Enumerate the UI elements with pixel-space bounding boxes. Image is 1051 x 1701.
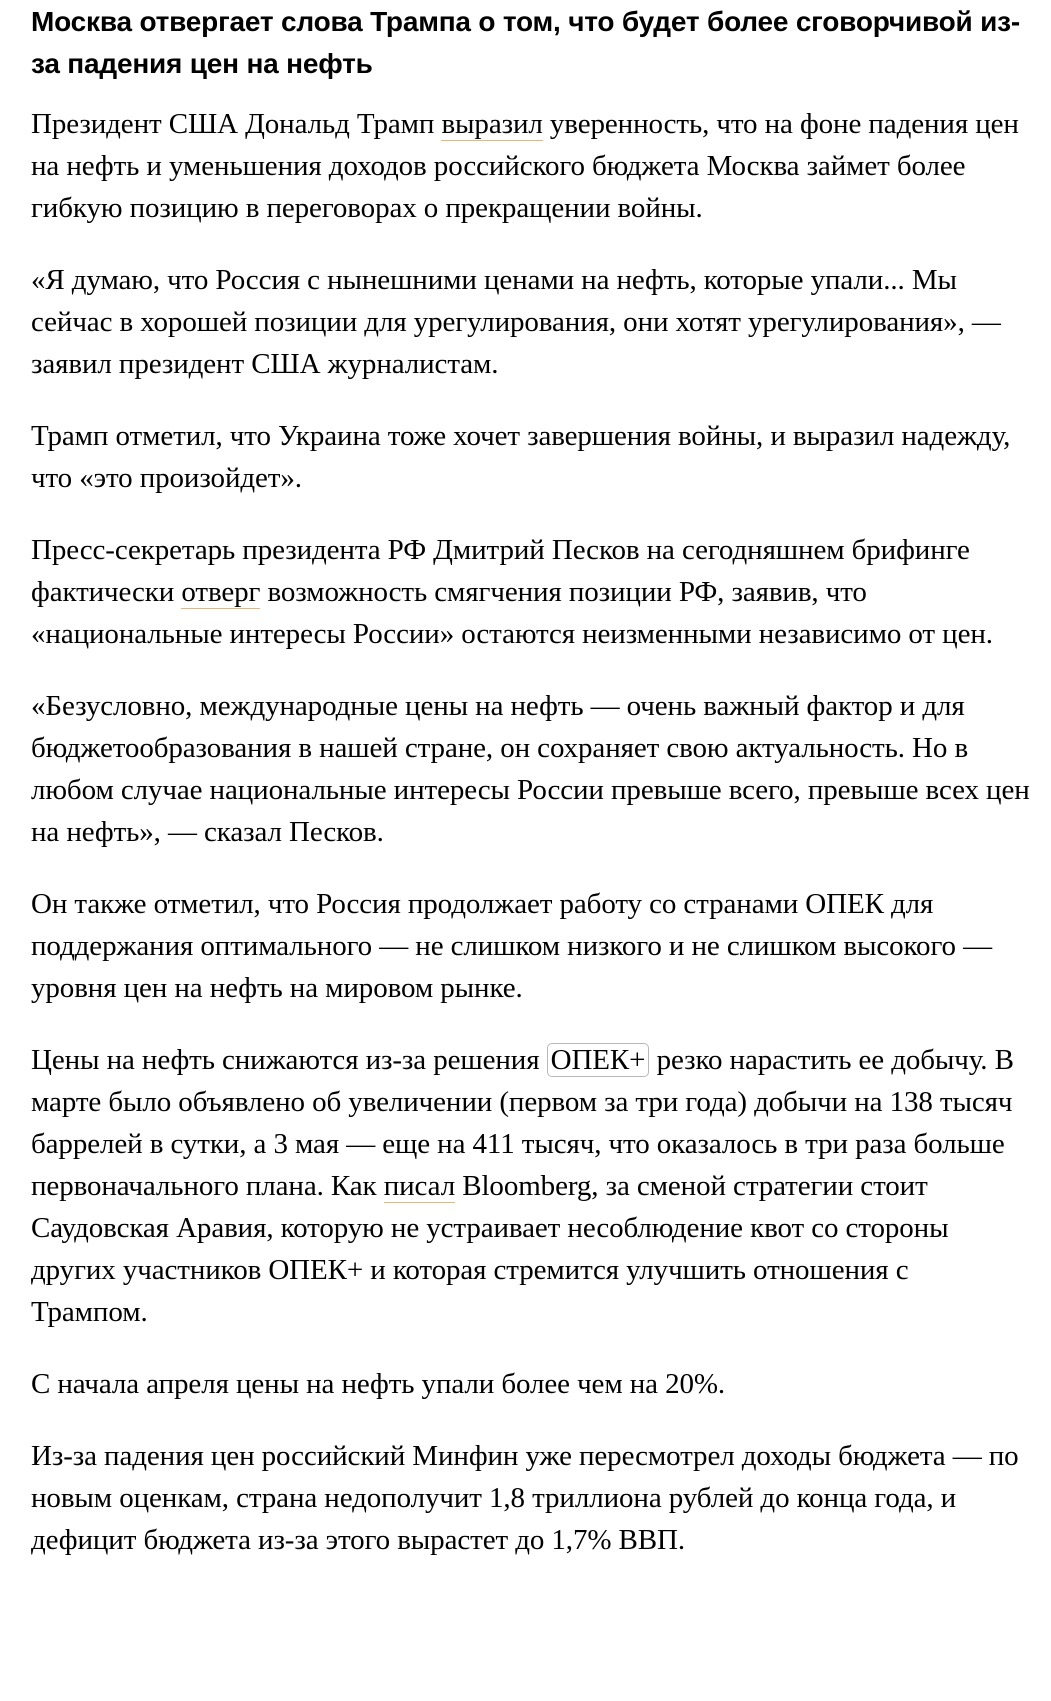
- paragraph-opec-production: [31, 1039, 1031, 1333]
- article: [31, 0, 1031, 1561]
- paragraph-text: Bloomberg, за сменой стратегии стоит Саудовская Аравия, которую не устраивает несоблюдение квот со стороны других участников ОПЕК+ и которая стремится улучшить отношения с Трампом.: [31, 1170, 949, 1328]
- paragraph-text: резко нарастить ее добычу. В марте было объявлено об увеличении (первом за три года) добычи на 138 тысяч баррелей в сутки, а 3 мая — еще на 411 тысяч, что оказалось в три раза больше первоначального плана. Как: [31, 1044, 1014, 1202]
- paragraph-text: возможность смягчения позиции РФ, заявив, что «национальные интересы России» остаются неизменными независимо от цен.: [31, 576, 993, 650]
- paragraph-trump-quote: «Я думаю, что Россия с нынешними ценами на нефть, которые упали... Мы сейчас в хорошей позиции для урегулирования, они хотят урегулирования», — заявил президент США журналистам.: [31, 264, 1001, 380]
- link-pisal[interactable]: писал: [383, 1170, 456, 1202]
- article-headline: Москва отвергает слова Трампа о том, что будет более сговорчивой из-за падения цен на нефть: [31, 6, 1020, 79]
- tag-opec-plus[interactable]: ОПЕК+: [547, 1043, 650, 1077]
- paragraph-text: уверенность, что на фоне падения цен на нефть и уменьшения доходов российского бюджета Москва займет более гибкую позицию в переговорах о прекращении войны.: [31, 108, 1019, 224]
- paragraph-price-drop: С начала апреля цены на нефть упали более чем на 20%.: [31, 1368, 726, 1400]
- link-vyrazil[interactable]: выразил: [441, 108, 543, 140]
- paragraph-minfin: Из-за падения цен российский Минфин уже пересмотрел доходы бюджета — по новым оценкам, страна недополучит 1,8 триллиона рублей до конца года, и дефицит бюджета из-за этого вырастет до 1,7% ВВП.: [31, 1440, 1019, 1556]
- paragraph-trump-confidence: [31, 103, 1031, 229]
- paragraph-text: Пресс-секретарь президента РФ Дмитрий Песков на сегодняшнем брифинге фактически: [31, 534, 970, 608]
- paragraph-text: Цены на нефть снижаются из-за решения: [31, 1044, 547, 1076]
- paragraph-peskov-rejects: [31, 529, 1031, 655]
- paragraph-opec-work: Он также отметил, что Россия продолжает работу со странами ОПЕК для поддержания оптимального — не слишком низкого и не слишком высокого — уровня цен на нефть на мировом рынке.: [31, 888, 992, 1004]
- paragraph-peskov-quote: «Безусловно, международные цены на нефть — очень важный фактор и для бюджетообразования в нашей стране, он сохраняет свою актуальность. Но в любом случае национальные интересы России превыше всего, превыше всех цен на нефть», — сказал Песков.: [31, 690, 1030, 848]
- paragraph-ukraine: Трамп отметил, что Украина тоже хочет завершения войны, и выразил надежду, что «это произойдет».: [31, 420, 1011, 494]
- link-otverg[interactable]: отверг: [181, 576, 261, 608]
- paragraph-text: Президент США Дональд Трамп: [31, 108, 442, 140]
